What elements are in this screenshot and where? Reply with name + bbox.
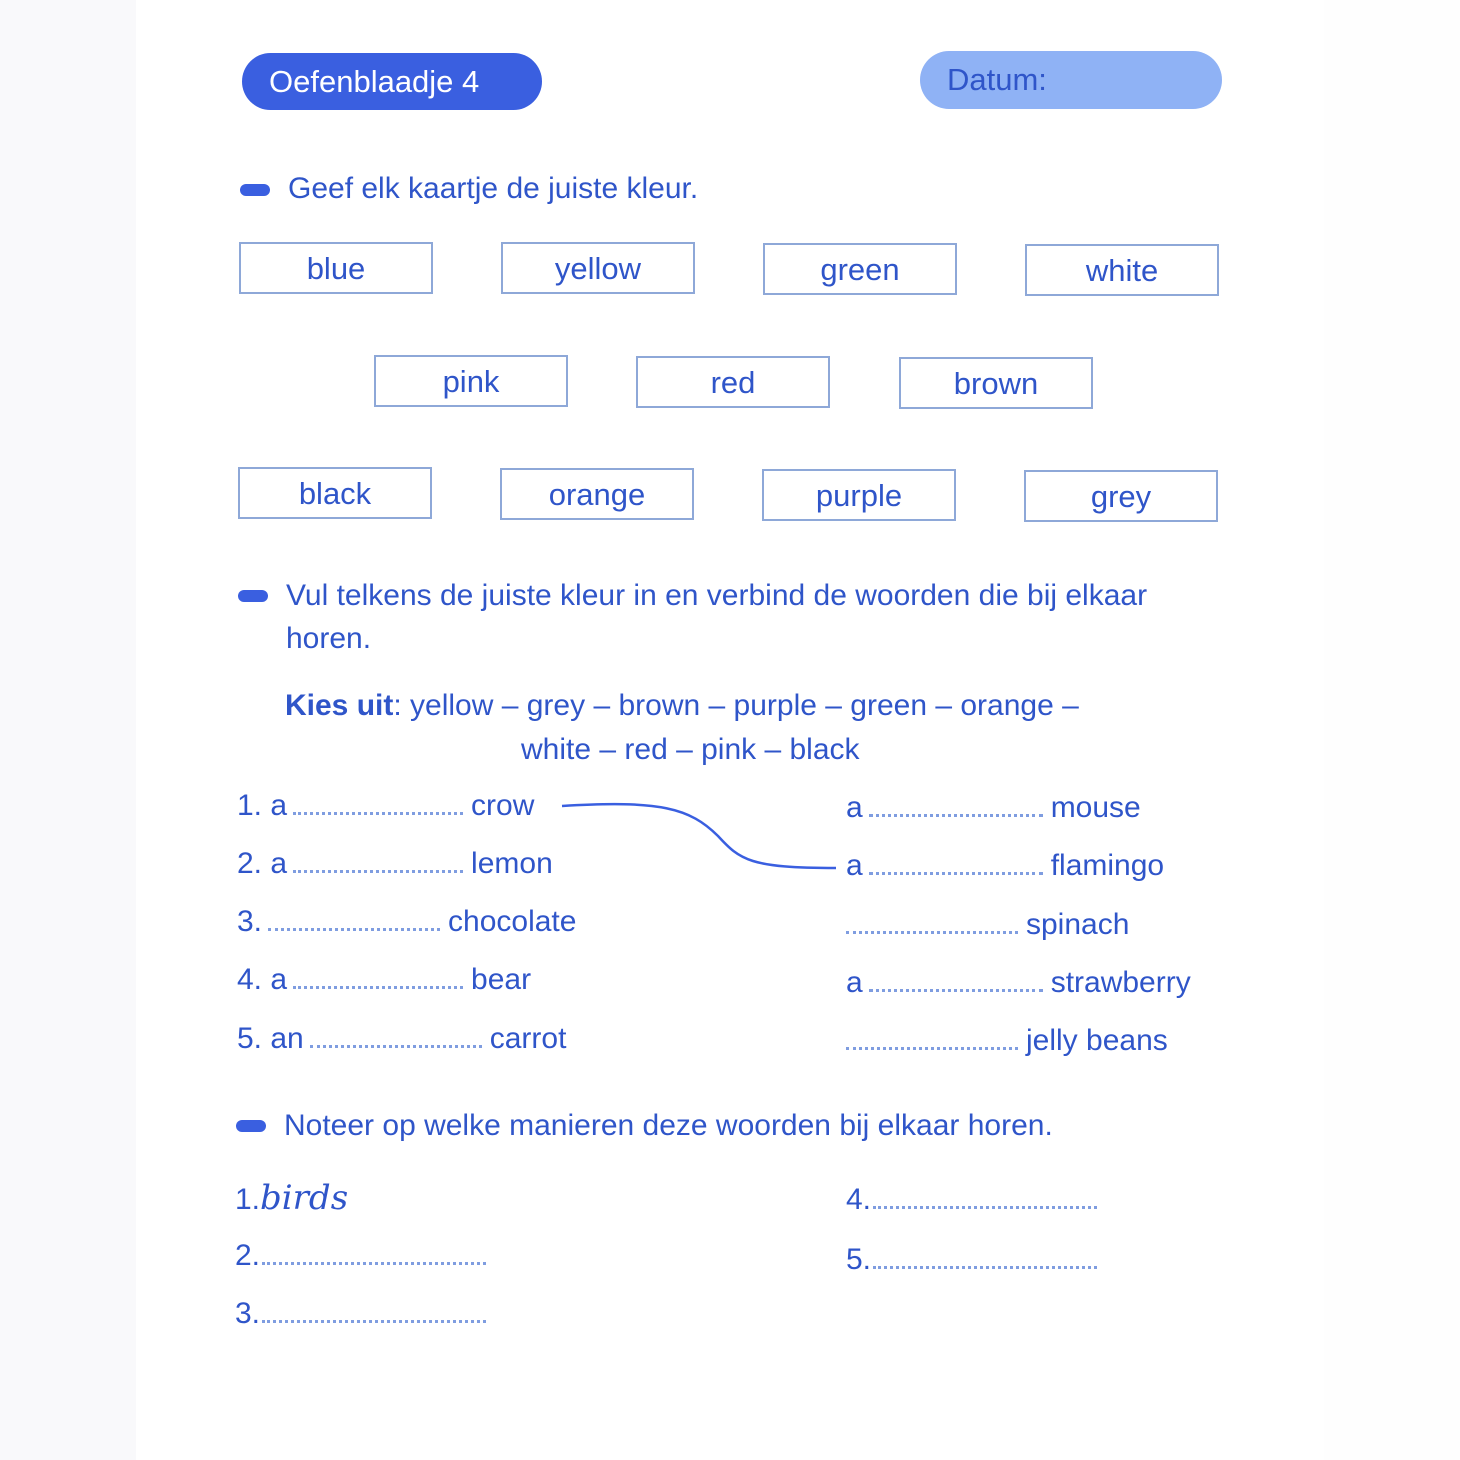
colour-card-grey[interactable]: grey xyxy=(1024,470,1218,522)
answer-3 xyxy=(235,1294,494,1334)
instruction-note-ways: Noteer op welke manieren deze woorden bij elkaar horen. xyxy=(284,1109,1053,1142)
item-word: flamingo xyxy=(1050,849,1165,882)
answer-number: 2. xyxy=(235,1239,261,1272)
fill-in-blank[interactable] xyxy=(869,963,1043,992)
colour-card-yellow[interactable]: yellow xyxy=(501,242,695,294)
match-left-4 xyxy=(237,960,531,1000)
answer-blank[interactable] xyxy=(262,1236,486,1265)
colour-card-blue[interactable]: blue xyxy=(239,242,433,294)
date-field[interactable]: Datum: xyxy=(920,51,1222,109)
fill-in-blank[interactable] xyxy=(846,1021,1018,1050)
colour-card-green[interactable]: green xyxy=(763,243,957,295)
match-right-3 xyxy=(846,905,1129,945)
answer-number: 1. xyxy=(235,1183,261,1216)
fill-in-blank[interactable] xyxy=(846,905,1018,934)
bullet-icon xyxy=(238,590,268,602)
match-left-3 xyxy=(237,902,576,942)
bullet-icon xyxy=(236,1120,266,1132)
colour-card-pink[interactable]: pink xyxy=(374,355,568,407)
fill-in-blank[interactable] xyxy=(869,846,1043,875)
item-word: lemon xyxy=(471,847,553,880)
instruction-colour-cards: Geef elk kaartje de juiste kleur. xyxy=(288,172,699,205)
instruction-fill-connect-line1: Vul telkens de juiste kleur in en verbind de woorden die bij elkaar xyxy=(286,579,1148,612)
answer-number: 5. xyxy=(846,1243,872,1276)
fill-in-blank[interactable] xyxy=(293,786,463,815)
colour-card-black[interactable]: black xyxy=(238,467,432,519)
choose-from-line1 xyxy=(285,685,1079,727)
answer-5 xyxy=(846,1240,1105,1280)
answer-2 xyxy=(235,1236,494,1276)
item-prefix: a xyxy=(846,966,863,999)
choose-from-options-1: : yellow – grey – brown – purple – green – orange – xyxy=(393,689,1079,722)
worksheet-title: Oefenblaadje 4 xyxy=(242,53,542,110)
answer-blank[interactable] xyxy=(873,1240,1097,1269)
answer-1 xyxy=(235,1178,348,1220)
item-word: spinach xyxy=(1026,908,1130,941)
page-right-margin xyxy=(1324,0,1460,1460)
instruction-fill-connect-line2: horen. xyxy=(286,622,372,655)
item-word: strawberry xyxy=(1050,966,1191,999)
colour-card-brown[interactable]: brown xyxy=(899,357,1093,409)
fill-in-blank[interactable] xyxy=(310,1019,482,1048)
item-prefix: 2. a xyxy=(237,847,288,880)
item-word: bear xyxy=(471,963,532,996)
colour-card-white[interactable]: white xyxy=(1025,244,1219,296)
match-left-5 xyxy=(237,1019,566,1059)
match-left-1 xyxy=(237,786,534,826)
fill-in-blank[interactable] xyxy=(293,844,463,873)
choose-from-options-2: white – red – pink – black xyxy=(521,733,860,766)
answer-blank[interactable] xyxy=(873,1180,1097,1209)
item-word: carrot xyxy=(489,1022,567,1055)
bullet-icon xyxy=(240,184,270,196)
match-right-1 xyxy=(846,788,1141,828)
fill-in-blank[interactable] xyxy=(293,960,463,989)
answer-4 xyxy=(846,1180,1105,1220)
item-word: mouse xyxy=(1050,791,1141,824)
match-left-2 xyxy=(237,844,553,884)
match-right-4 xyxy=(846,963,1191,1003)
match-right-5 xyxy=(846,1021,1168,1061)
colour-card-orange[interactable]: orange xyxy=(500,468,694,520)
answer-handwritten[interactable]: birds xyxy=(260,1178,349,1218)
item-prefix: 1. a xyxy=(237,789,288,822)
item-word: jelly beans xyxy=(1026,1024,1168,1057)
answer-number: 4. xyxy=(846,1183,872,1216)
fill-in-blank[interactable] xyxy=(869,788,1043,817)
answer-blank[interactable] xyxy=(262,1294,486,1323)
colour-card-purple[interactable]: purple xyxy=(762,469,956,521)
item-prefix: 3. xyxy=(237,905,263,938)
item-word: chocolate xyxy=(448,905,577,938)
item-prefix: a xyxy=(846,849,863,882)
match-right-2 xyxy=(846,846,1164,886)
item-prefix: 5. an xyxy=(237,1022,304,1055)
colour-card-red[interactable]: red xyxy=(636,356,830,408)
answer-number: 3. xyxy=(235,1297,261,1330)
item-prefix: 4. a xyxy=(237,963,288,996)
item-word: crow xyxy=(471,789,535,822)
item-prefix: a xyxy=(846,791,863,824)
page-left-margin xyxy=(0,0,136,1460)
fill-in-blank[interactable] xyxy=(268,902,440,931)
choose-from-label: Kies uit xyxy=(285,689,394,722)
